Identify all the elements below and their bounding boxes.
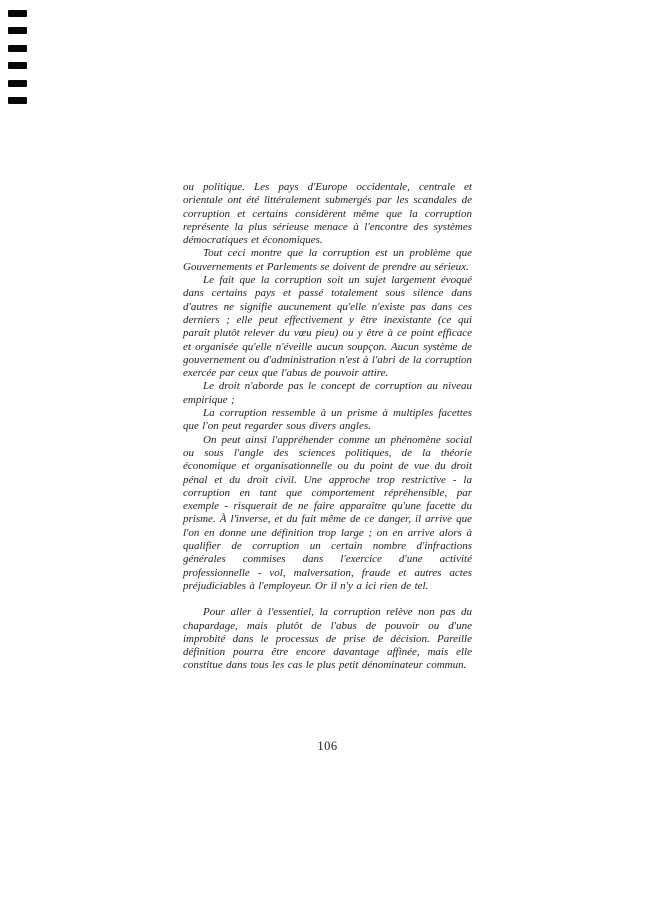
scan-marks: [0, 0, 40, 120]
scan-mark: [8, 27, 27, 34]
body-paragraph: Le droit n'aborde pas le concept de corruption au niveau empirique ;: [183, 380, 472, 406]
scan-mark: [8, 45, 27, 52]
text-block: [183, 181, 472, 673]
body-paragraph: On peut ainsi l'appréhender comme un phénomène social ou sous l'angle des sciences politiques, de la théorie économique et organisationnelle ou du point de vue du droit pénal et du droit civil. Une approche trop restrictive - la corruption en tant que comportement répréhensible, par exemple - risquerait de ne faire apparaître qu'une facette du prisme. À l'inverse, et du fait même de ce danger, il arrive que l'on en donne une définition trop large ; on en arrive alors à qualifier de corruption un certain nombre d'infractions générales commises dans l'exercice d'une activité professionnelle - vol, malversation, fraude et autres actes préjudiciables à l'employeur. Or il n'y a ici rien de tel.: [183, 433, 472, 592]
scan-mark: [8, 62, 27, 69]
body-paragraph: La corruption ressemble à un prisme à multiples facettes que l'on peut regarder sous divers angles.: [183, 407, 472, 433]
body-paragraph: Pour aller à l'essentiel, la corruption relève non pas du chapardage, mais plutôt de l'abus de pouvoir ou d'une improbité dans le processus de prise de décision. Pareille définition pourra être encore davantage affinée, mais elle constitue dans tous les cas le plus petit dénominateur commun.: [183, 606, 472, 672]
page-number: 106: [317, 739, 338, 753]
body-paragraph: Tout ceci montre que la corruption est un problème que Gouvernements et Parlements se doivent de prendre au sérieux.: [183, 247, 472, 273]
scan-mark: [8, 10, 27, 17]
body-paragraph: Le fait que la corruption soit un sujet largement évoqué dans certains pays et passé totalement sous silence dans d'autres ne signifie aucunement qu'elle n'existe pas dans ces derniers ; elle peut effectivement y être inexistante (ce qui paraît plutôt relever du vœu pieu) ou y être à ce point efficace et organisée qu'elle n'éveille aucun soupçon. Aucun système de gouvernement ou d'administration n'est à l'abri de la corruption exercée par ceux que l'abus de pouvoir attire.: [183, 274, 472, 380]
body-paragraph: ou politique. Les pays d'Europe occidentale, centrale et orientale ont été littéralement submergés par les scandales de corruption et certains considèrent même que la corruption représente la plus sérieuse menace à l'encontre des systèmes démocratiques et économiques.: [183, 181, 472, 247]
scan-mark: [8, 97, 27, 104]
scan-mark: [8, 80, 27, 87]
